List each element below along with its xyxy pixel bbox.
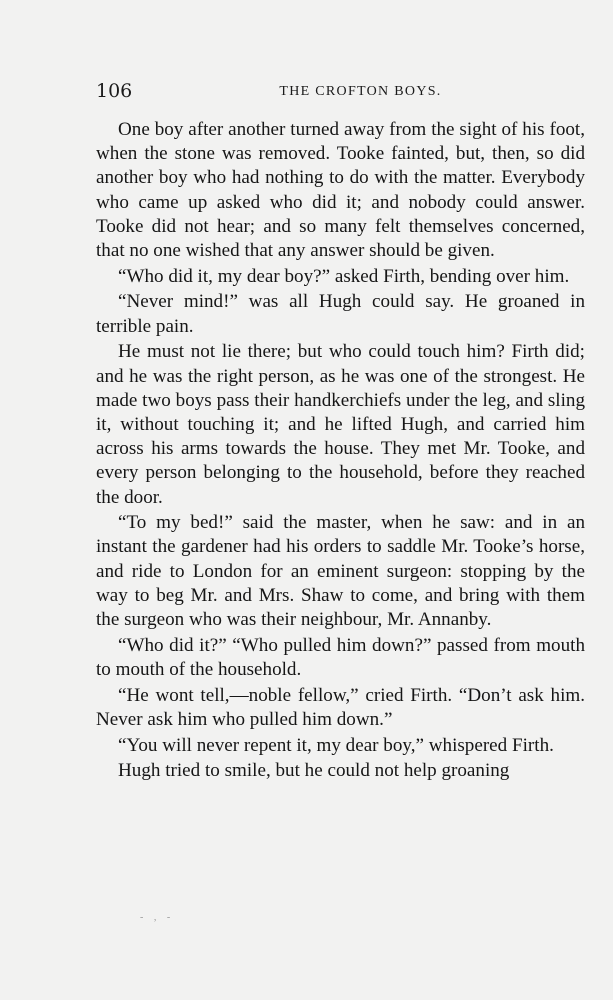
paragraph: “Never mind!” was all Hugh could say. He groaned in terrible pain. [96,291,585,337]
paragraph: “Who did it, my dear boy?” asked Firth, bending over him. [118,265,570,287]
running-title: THE CROFTON BOYS. [279,84,442,99]
page-number: 106 [96,80,133,102]
paragraph: Hugh tried to smile, but he could not help groaning [118,760,510,782]
body-text [96,118,585,783]
page-header [96,80,585,108]
paragraph: “To my bed!” said the master, when he saw: and in an instant the gardener had his orders to saddle Mr. Tooke’s horse, and ride to London for an eminent surgeon: stopping by the way to beg Mr. and Mrs. Shaw to come, and bring with them the surgeon who was their neighbour, Mr. Annanby. [96,512,585,631]
paragraph: He must not lie there; but who could touch him? Firth did; and he was the right person, as he was one of the strongest. He made two boys pass their handkerchiefs under the leg, and sling it, without touching it; and he lifted Hugh, and carried him across his arms towards the house. They met Mr. Tooke, and every person belonging to the household, before they reached the door. [96,341,585,508]
footer-mark: - , - [140,912,175,923]
paragraph: “He wont tell,—noble fellow,” cried Firth. “Don’t ask him. Never ask him who pulled him down.” [96,684,585,730]
paragraph: “You will never repent it, my dear boy,” whispered Firth. [118,734,554,756]
paragraph: “Who did it?” “Who pulled him down?” passed from mouth to mouth of the household. [96,634,585,680]
paragraph: One boy after another turned away from the sight of his foot, when the stone was removed. Tooke fainted, but, then, so did another boy who had nothing to do with the matter. Everybody who came up asked who did it; and nobody could answer. Tooke did not hear; and so many felt themselves concerned, that no one wished that any answer should be given. [96,119,585,262]
